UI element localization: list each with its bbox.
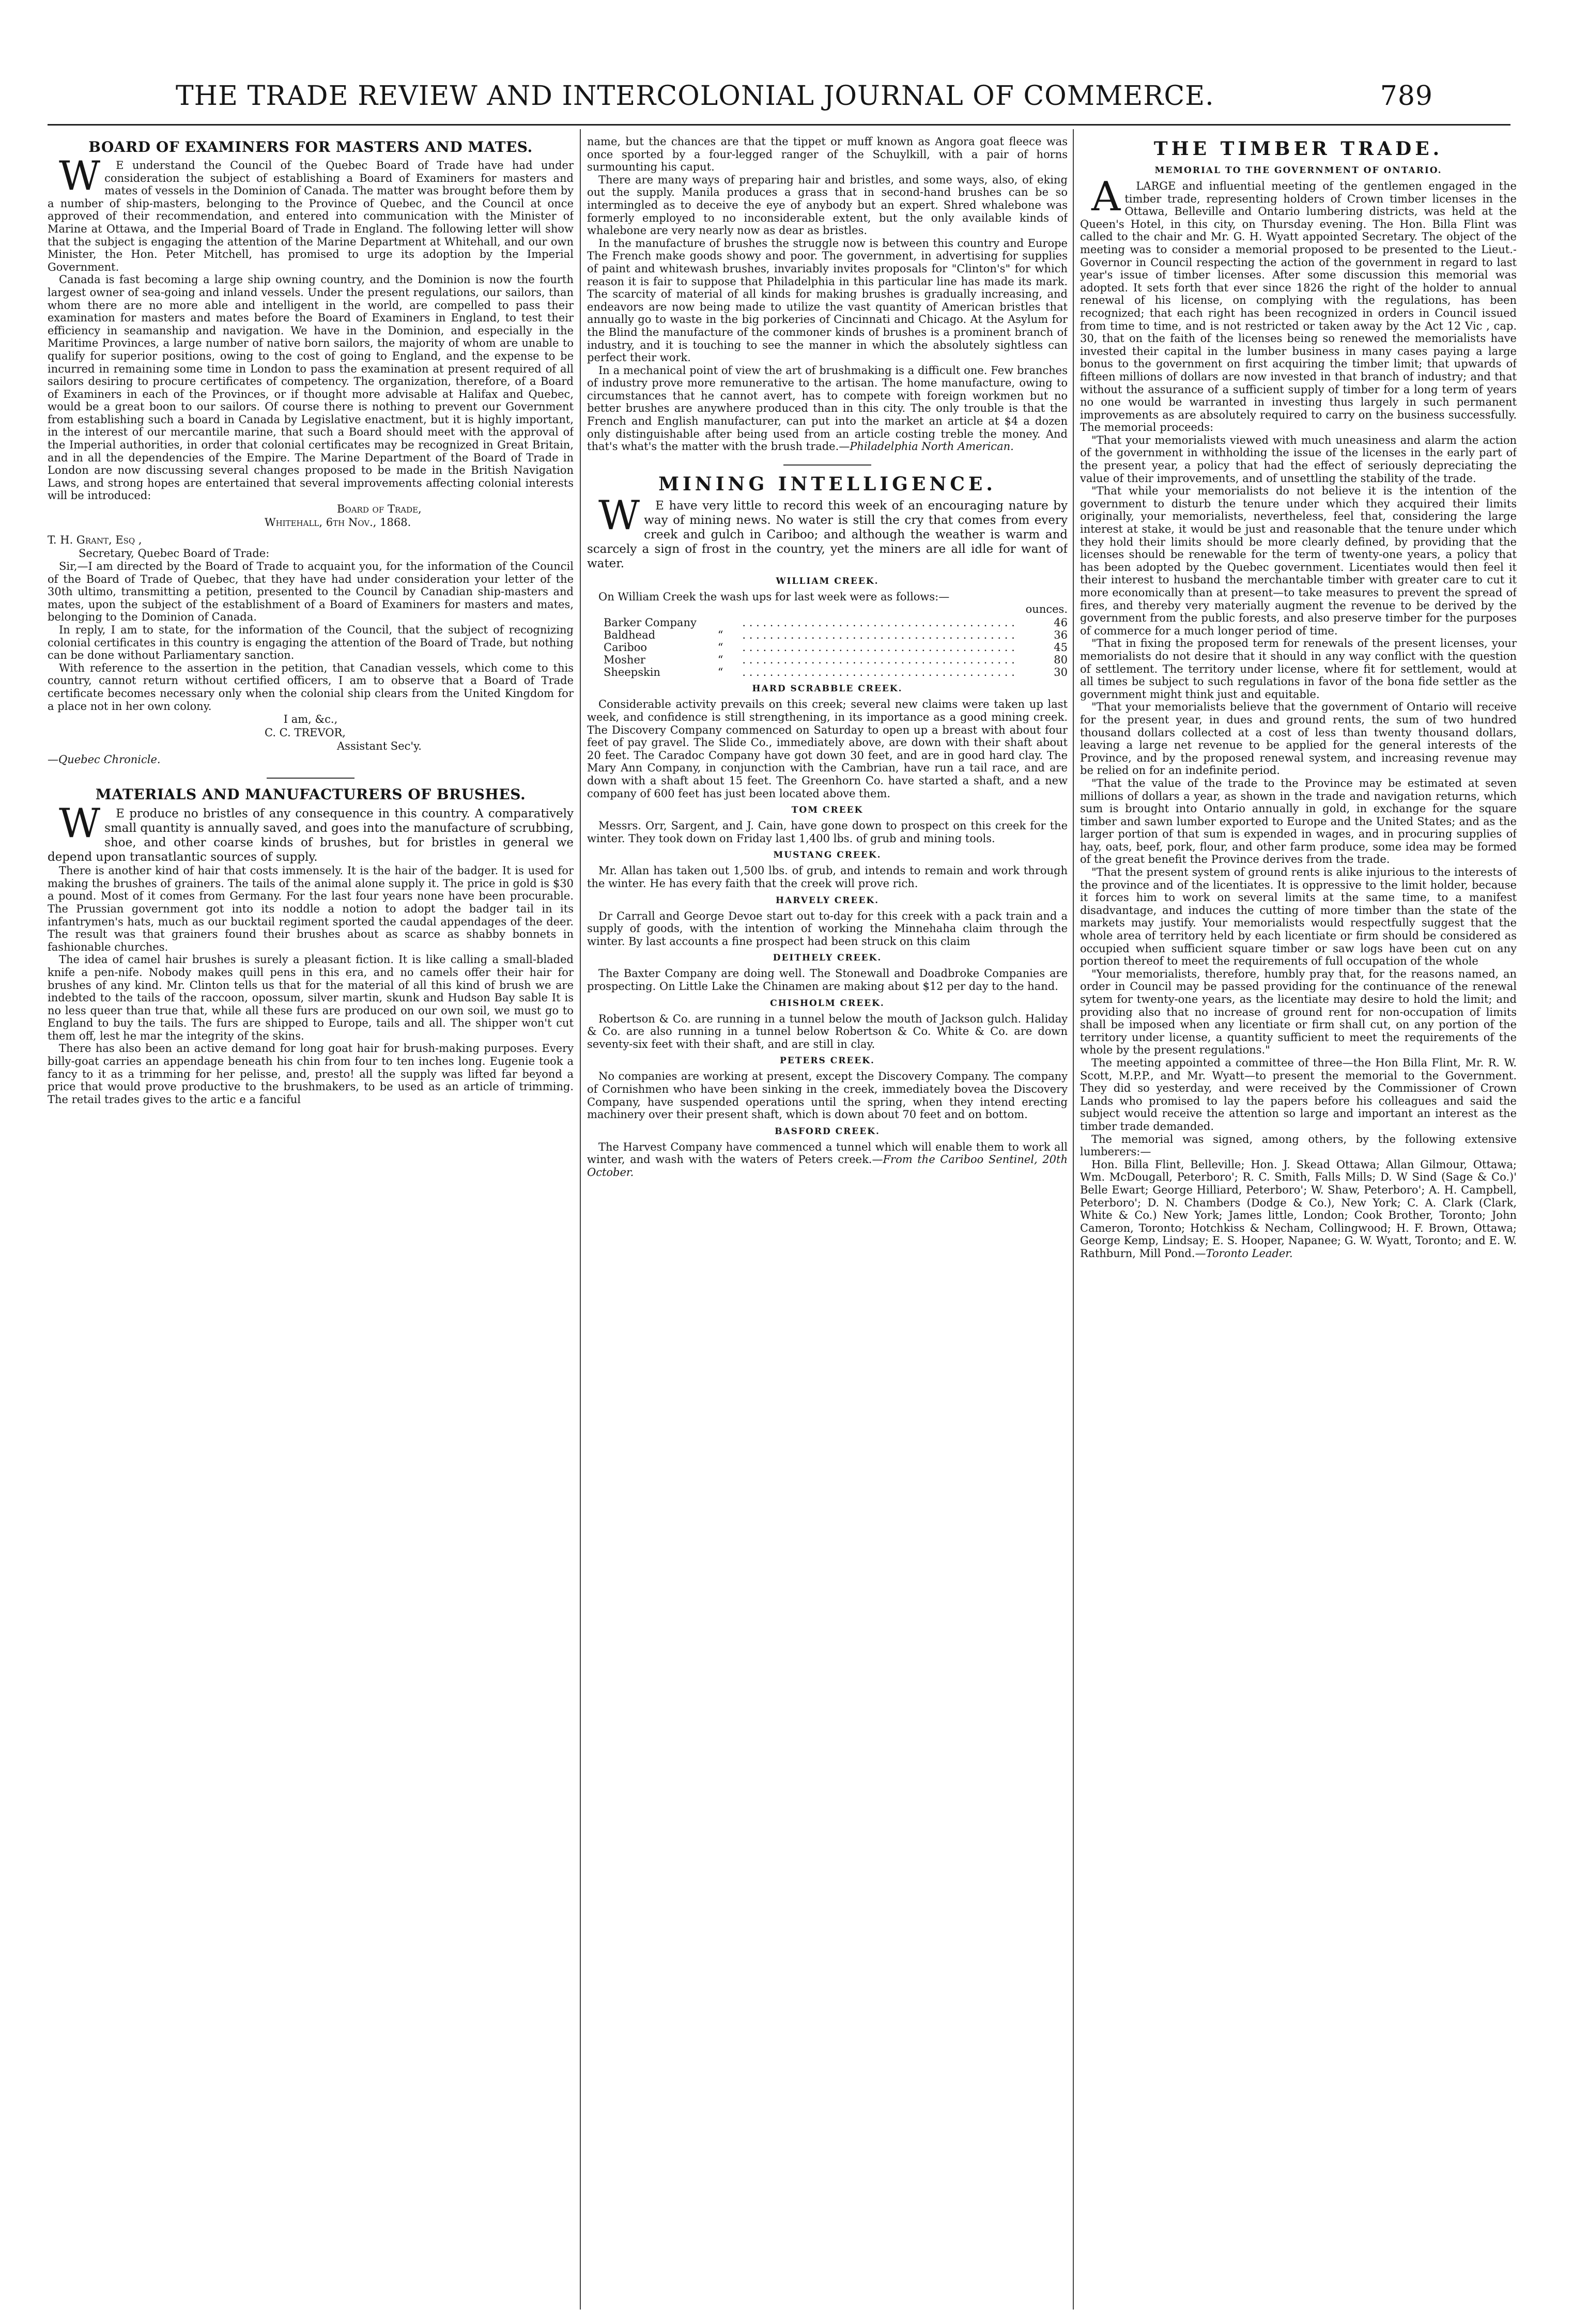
header-rule [48,124,1510,126]
letter-addressee-title: Secretary, Quebec Board of Trade: [79,547,270,560]
column-1 [48,135,574,2305]
paragraph-text: In a mechanical point of view the art of brushmaking is a difficult one. Few branches of industry prove more remunerative to the artisan. The home manufacture, owing to circumstances that he cannot avert, has to compete with foreign workmen but no better brushes are anywhere produced than in this city. The only trouble is that the French and English manufacturer, can put into the market an article at $4 a dozen only distinguishable after being used from an article costing treble the money. And that's what's the matter with the brush trade.— [587,364,1068,453]
table-row [587,641,1068,654]
company-name: Sheepskin [604,666,660,679]
paragraph: There is another kind of hair that costs immensely. It is the hair of the badger. It is used for making the brushes of grainers. The tails of the animal alone supply it. The price in gold is $30 a pound. Most of it comes from Germany. For the last four years none have been procurable. The Prussian government got into its noddle a notion to adopt the badger tail in its infantrymen's hats, much as our bucktail regiment sported the caudal appendages of the deer. The result was that grainers found their brushes about as scarce as shabby bonnets in fashionable churches. [48,864,574,953]
paragraph: There are many ways of preparing hair and bristles, and some ways, also, of eking out the supply. Manila produces a grass that in second-hand brushes can be so intermingled as to deceive the eye of anybody but an expert. Shred whalebone was formerly employed to no inconsiderable extent, but the only available kinds of whalebone are very nearly now as dear as bristles. [587,173,1068,237]
paragraph: Sir,—I am directed by the Board of Trade to acquaint you, for the information of the Council of the Board of Trade of Quebec, that they have had under consideration your letter of the 30th ultimo, transmitting a petition, presented to the Council by Canadian ship-masters and mates, upon the subject of the establishment of a Board of Examiners for masters and mates, belonging to the Dominion of Canada. [48,560,574,624]
letter-from: Board of Trade, [337,503,422,516]
ditto-mark: “ [717,629,723,642]
section-heading: MUSTANG CREEK. [773,850,882,861]
table-row [587,654,1068,666]
section-heading: DEITHELY CREEK. [773,953,882,964]
section-heading: HARVELY CREEK. [775,895,880,906]
ounces-value: 46 [1054,616,1068,629]
section-heading: PETERS CREEK. [780,1056,875,1066]
ounces-value: 80 [1054,654,1068,667]
ditto-mark: “ [717,654,723,667]
running-head [176,81,1433,122]
article-source: —Quebec Chronicle. [48,753,161,766]
paragraph: ALARGE and influential meeting of the gentlemen engaged in the timber trade, representing holders of Crown timber licenses in the Ottawa, Belleville and Ontario lumbering districts, was held at the Queen's Hotel, in this city, on Thursday evening. The Hon. Billa Flint was called to the chair and Mr. G. H. Wyatt appointed Secretary. The object of the meeting was to consider a memorial proposed to be presented to the Lieut.-Governor in Council respecting the action of the government in regard to last year's issue of timber licenses. After some discussion this memorial was adopted. It sets forth that ever since 1826 the right of the holder to annual renewal of his license, on complying with the regulations, has been recognized; that each right has been recognized in orders in Council issued from time to time, and is not restricted or taken away by the Act 12 Vic , cap. 30, that on the faith of the licenses being so renewed the memorialists have invested their capital in the lumber business in many cases paying a large bonus to the government on first acquiring the timber limit; that upwards of fifteen millions of dollars are now invested in that branch of industry; and that without the assurance of a sufficient supply of timber for a long term of years no one would be warranted in investing thus largely in such permanent improvements as are absolutely required to carry on the business successfully. The memorial proceeds: [1080,174,1517,434]
paragraph [587,364,1068,453]
column-3 [1080,135,1517,2305]
paragraph: Mr. Allan has taken out 1,500 lbs. of grub, and intends to remain and work through the winter. He has every faith that the creek will prove rich. [587,864,1068,890]
paragraph: Dr Carrall and George Devoe start out to-day for this creek with a pack train and a supply of goods, with the intention of working the Minnehaha claim through the winter. By last accounts a fine prospect had been struck on this claim [587,909,1068,948]
article-divider [267,778,354,779]
article-brushes [48,786,574,1106]
section-heading: CHISHOLM CREEK. [770,998,885,1009]
letter-signer: C. C. TREVOR, [265,726,346,739]
article-subheading: MEMORIAL TO THE GOVERNMENT OF ONTARIO. [1154,165,1442,176]
column-rule-1 [580,129,581,2310]
leader-dots: . . . . . . . . . . . . . . . . . . . . . . . . . . . . . . . . . . . . . . . . [742,666,1015,679]
table-row [587,629,1068,641]
article-heading: MATERIALS AND MANUFACTURERS OF BRUSHES. [95,786,526,803]
paragraph: There has also been an active demand for long goat hair for brush-making purposes. Every billy-goat carries an appendage beneath his chin from four to ten inches long. Eugenie took a fancy to it as a trimming for her pelisse, and, presto! all the supply was lifted far beyond a price that would prove productive to the brushmakers, to be used as an article of trimming. The retail trades gives to the artic e a fanciful [48,1042,574,1106]
article-source: From the Cariboo Sentinel, 20th October. [587,1153,1068,1179]
leader-dots: . . . . . . . . . . . . . . . . . . . . . . . . . . . . . . . . . . . . . . . . [742,641,1015,654]
ditto-mark [718,616,743,629]
ounces-value: 45 [1054,641,1068,654]
paragraph: "That the value of the trade to the Province may be estimated at seven millions of dollars a year, as shown in the trade and navigation returns, which sum is brought into Ontario annually in gold, in exchange for the square timber and sawn lumber exported to Europe and the United States; and as the larger portion of that sum is expended in wages, and in procuring supplies of hay, oats, beef, pork, flour, and other farm produce, some idea may be formed of the great benefit the Province derives from the trade. [1080,777,1517,866]
paragraph: No companies are working at present, except the Discovery Company. The company of Cornishmen who have been sinking in the creek, immediately bovea the Discovery Company, have suspended operations until the spring, when they intend erecting machinery over their present shaft, which is down about 70 feet and on bottom. [587,1070,1068,1121]
paragraph: The meeting appointed a committee of three—the Hon Billa Flint, Mr. R. W. Scott, M.P.P., and Mr. Wyatt—to present the memorial to the Government. They did so yesterday, and were received by the Commissioner of Crown Lands who promised to lay the papers before his colleagues and said the subject would receive the attention so large and important an interest as the timber trade demanded. [1080,1056,1517,1133]
company-name: Baldhead [604,629,656,642]
paragraph: name, but the chances are that the tippet or muff known as Angora goat fleece was once sported by a four-legged ranger of the Schuylkill, with a pair of horns surmounting his caput. [587,135,1068,174]
paragraph: WE have very little to record this week of an encouraging nature by way of mining news. No water is still the cry that comes from every creek and gulch in Cariboo; and although the weather is warm and scarcely a sign of frost in the country, yet the miners are all idle for want of water. [587,492,1068,570]
ditto-mark: “ [717,666,723,679]
company-name: Cariboo [604,641,647,654]
article-mining-intelligence [587,473,1068,1179]
table-row [587,666,1068,678]
article-source: Toronto Leader. [1206,1247,1293,1260]
table-row [587,616,1068,629]
paragraph: "That your memorialists viewed with much uneasiness and alarm the action of the government in withholding the issue of the licenses in the early part of the present year, a policy that had the effect of seriously depreciating the value of their improvements, and of unsettling the stability of the trade. [1080,433,1517,485]
leader-dots: . . . . . . . . . . . . . . . . . . . . . . . . . . . . . . . . . . . . . . . . [742,654,1015,667]
paragraph: "That in fixing the proposed term for renewals of the present licenses, your memorialists do not desire that it should in any way conflict with the question of settlement. The territory under license, where fit for settlement, would at all times be subject to such regulations in favor of the bona fide settler as the government might think just and equitable. [1080,637,1517,701]
table-unit: ounces. [1025,603,1068,616]
paragraph [587,1141,1068,1179]
article-heading: THE TIMBER TRADE. [1153,138,1443,160]
paragraph: In reply, I am to state, for the information of the Council, that the subject of recognizing colonial certificates in this country is engaging the attention of the Board of Trade, but nothing can be done without Parliamentary sanction. [48,624,574,662]
column-rule-2 [1073,129,1074,2310]
paragraph: Robertson & Co. are running in a tunnel below the mouth of Jackson gulch. Haliday & Co. are also running in a tunnel below Robertson & Co. White & Co. are down seventy-six feet with their shaft, and are still in clay. [587,1012,1068,1050]
company-name: Mosher [604,654,645,667]
ditto-mark: “ [717,641,723,654]
paragraph: The idea of camel hair brushes is surely a pleasant fiction. It is like calling a small-bladed knife a pen-nife. Nobody makes quill pens in this era, and no camels offer their hair for brushes of any kind. Mr. Clinton tells us that for the material of all this kind of brush we are indebted to the tails of the raccoon, opossum, silver martin, skunk and Hudson Bay sable It is no less queer than true that, while all these furs are produced on our own soil, we must go to England to buy the tails. The furs are shipped to Europe, tails and all. The shipper won't cut them off, lest he mar the integrity of the skins. [48,953,574,1042]
article-heading: BOARD OF EXAMINERS FOR MASTERS AND MATES. [88,138,533,156]
article-board-of-examiners [48,138,574,766]
paragraph: Considerable activity prevails on this creek; several new claims were taken up last week, and confidence is still strengthening, in its importance as a good mining creek. The Discovery Company commenced on Saturday to open up a breast with about four feet of pay gravel. The Slide Co., immediately above, are down with their shaft about 20 feet. The Caradoc Company have got down 30 feet, and are in good hard clay. The Mary Ann Company, in conjunction with the Cambrian, have run a tail race, and are down with a shaft about 15 feet. The Greenhorn Co. have started a shaft, and a new company of 600 feet has just been located above them. [587,698,1068,800]
wash-up-table [587,616,1068,678]
paragraph: WE produce no bristles of any consequence in this country. A comparatively small quantity is annually saved, and goes into the manufacture of scrubbing, shoe, and other coarse kinds of brushes, but for bristles in general we depend upon transatlantic sources of supply. [48,800,574,864]
paragraph: The memorial was signed, among others, by the following extensive lumberers:— [1080,1133,1517,1158]
paragraph: On William Creek the wash ups for last week were as follows:— [598,590,950,603]
paragraph: The Baxter Company are doing well. The Stonewall and Doadbroke Companies are prospecting. On Little Lake the Chinamen are making about $12 per day to the hand. [587,967,1068,993]
section-heading: BASFORD CREEK. [775,1126,880,1137]
letter-place-date: Whitehall, 6th Nov., 1868. [265,516,411,529]
column-2 [587,135,1068,2305]
page-number: 789 [1380,81,1433,112]
paragraph: Messrs. Orr, Sargent, and J. Cain, have gone down to prospect on this creek for the winter. They took down on Friday last 1,400 lbs. of grub and mining tools. [587,819,1068,845]
paragraph: "That your memorialists believe that the government of Ontario will receive for the present year, in dues and ground rents, the sum of two hundred thousand dollars collected at a cost of less than twenty thousand dollars, leaving a large net revenue to be applied for the general interests of the Province, and by the proposed renewal system, and increasing revenue may be relied on for an indefinite period. [1080,701,1517,777]
letter-closing: I am, &c., [283,713,338,726]
paragraph-text: Hon. Billa Flint, Belleville; Hon. J. Skead Ottawa; Allan Gilmour, Ottawa; Wm. McDougall, Peterboro'; R. C. Smith, Falls Mills; D. W Sind (Sage & Co.)' Belle Ewart; George Hilliard, Peterboro'; W. Shaw, Peterboro'; A. H. Campbell, Peterboro'; D. N. Chambers (Dodge & Co.), New York; C. A. Clark (Clark, White & Co.) New York; James little, London; Cook Brother, Toronto; John Cameron, Toronto; Hotchkiss & Necham, Collingwood; H. F. Brown, Ottawa; George Kemp, Lindsay; E. S. Hooper, Napanee; G. W. Wyatt, Toronto; and E. W. Rathburn, Mill Pond.— [1080,1158,1517,1260]
section-heading: TOM CREEK [791,805,864,816]
leader-dots: . . . . . . . . . . . . . . . . . . . . . . . . . . . . . . . . . . . . . . . . [742,629,1015,642]
company-name: Barker Company [604,616,697,629]
paragraph-text: The Harvest Company have commenced a tunnel which will enable them to work all winter, and wash with the waters of Peters creek.— [587,1140,1068,1166]
paragraph: "That the present system of ground rents is alike injurious to the interests of the province and of the licentiates. It is oppressive to the limit holder, because it forces him to work on several limits at the same time, to a manifest disadvantage, and induces the cutting of more timber than the state of the markets may justify. Your memorialists would respectfully suggest that the whole area of territory held by each licentiate or firm should be considered as occupied when sufficient square timber or saw logs have been cut on any portion thereof to meet the requirements of full occupation of the whole [1080,866,1517,968]
paragraph: WE understand the Council of the Quebec Board of Trade have had under consideration the subject of establishing a Board of Examiners for masters and mates of vessels in the Dominion of Canada. The matter was brought before them by a number of ship-masters, belonging to the Province of Quebec, and the Council at once approved of their recommendation, and entered into communication with the Minister of Marine at Ottawa, and the Imperial Board of Trade in England. The following letter will show that the subject is engaging the attention of the Marine Department at Whitehall, and our own Minister, the Hon. Peter Mitchell, has promised to urge its adoption by the Imperial Government. [48,153,574,273]
letter-signer-title: Assistant Sec'y. [337,740,422,753]
article-heading: MINING INTELLIGENCE. [658,473,996,495]
article-source: Philadelphia North American. [850,440,1014,453]
journal-title: THE TRADE REVIEW AND INTERCOLONIAL JOURNAL OF COMMERCE. [176,81,1214,112]
paragraph: In the manufacture of brushes the struggle now is between this country and Europe The French make goods showy and poor. The government, in advertising for supplies of paint and whitewash brushes, invariably invites proposals for "Clinton's" for which reason it is fair to suppose that Philadelphia in this particular line has made its mark. The scarcity of material of all kinds for making brushes is gradually increasing, and endeavors are now being made to utilize the vast quantity of American bristles that annually go to waste in the big porkeries of Cincinnati and Chicago. At the Asylum for the Blind the manufacture of the commoner kinds of brushes is a prominent branch of industry, and it is touching to see the manner in which the absolutely sightless can perfect their work. [587,237,1068,364]
ounces-value: 30 [1054,666,1068,679]
paragraph: "Your memorialists, therefore, humbly pray that, for the reasons named, an order in Council may be passed providing for the continuance of the renewal sytem for twenty-one years, as the licentiate may desire to hold the limit; and providing also that no increase of ground rent for non-occupation of limits shall be imposed when any licentiate or firm shall cut, on any portion of the territory under license, a quantity sufficient to meet the requirements of the whole by the present regulations." [1080,967,1517,1057]
section-heading: HARD SCRABBLE CREEK. [752,684,903,694]
article-timber-trade [1080,137,1517,1260]
leader-dots: . . . . . . . . . . . . . . . . . . . . . . . . . . . . . . . . . . . . . . . . [742,616,1015,629]
paragraph: "That while your memorialists do not believe it is the intention of the government to disturb the tenure under which they acquired their limits originally, your memorialists, nevertheless, feel that, considering the large interest at stake, it would be just and reasonable that the tenure under which they hold their limits should be more clearly defined, by providing that the licenses should be renewable for the term of twenty-one years, a policy that has been adopted by the Quebec government. Licentiates would then feel it their interest to husband the merchantable timber with greater care to cut it more economically than at present—to take measures to prevent the spread of fires, and thereby very materially augment the revenue to be derived by the government from the public forests, and also preserve timber for the purposes of commerce for a much longer period of time. [1080,485,1517,637]
article-brushes-continued [587,135,1068,453]
paragraph [1080,1158,1517,1260]
paragraph: With reference to the assertion in the petition, that Canadian vessels, which come to this country, cannot return without certified officers, I am to observe that a Board of Trade certificate becomes necessary only when the colonial ship clears from the United Kingdom for a place not in her own colony. [48,661,574,712]
paragraph: Canada is fast becoming a large ship owning country, and the Dominion is now the fourth largest owner of sea-going and inland vessels. Under the present regulations, our sailors, than whom there are no more able and intelligent in the world, are compelled to pass their examination for masters and mates before the Board of Examiners in England, to test their efficiency in seamanship and navigation. We have in the Dominion, and especially in the Maritime Provinces, a large number of native born sailors, the majority of whom are unable to qualify for superior positions, owing to the cost of going to England, and the expense to be incurred in remaining some time in London to pass the examination at present required of all sailors desiring to procure certificates of competency. The organization, therefore, of a Board of Examiners in each of the Provinces, or if thought more advisable at Halifax and Quebec, would be a great boon to our sailors. Of course there is nothing to prevent our Government from establishing such a board in Canada by Legislative enactment, but it is highly important, in the interest of our mercantile marine, that such a Board should meet with the approval of the Imperial authorities, in order that colonial certificates may be recognized in Great Britain, and in all the dependencies of the Empire. The Marine Department of the Board of Trade in London are now discussing several changes proposed to be made in the British Navigation Laws, and strong hopes are entertained that several improvements affecting colonial interests will be introduced: [48,273,574,502]
ounces-value: 36 [1054,629,1068,642]
article-divider [783,464,871,466]
section-heading: WILLIAM CREEK. [776,576,879,586]
letter-addressee: T. H. Grant, Esq , [48,534,142,547]
